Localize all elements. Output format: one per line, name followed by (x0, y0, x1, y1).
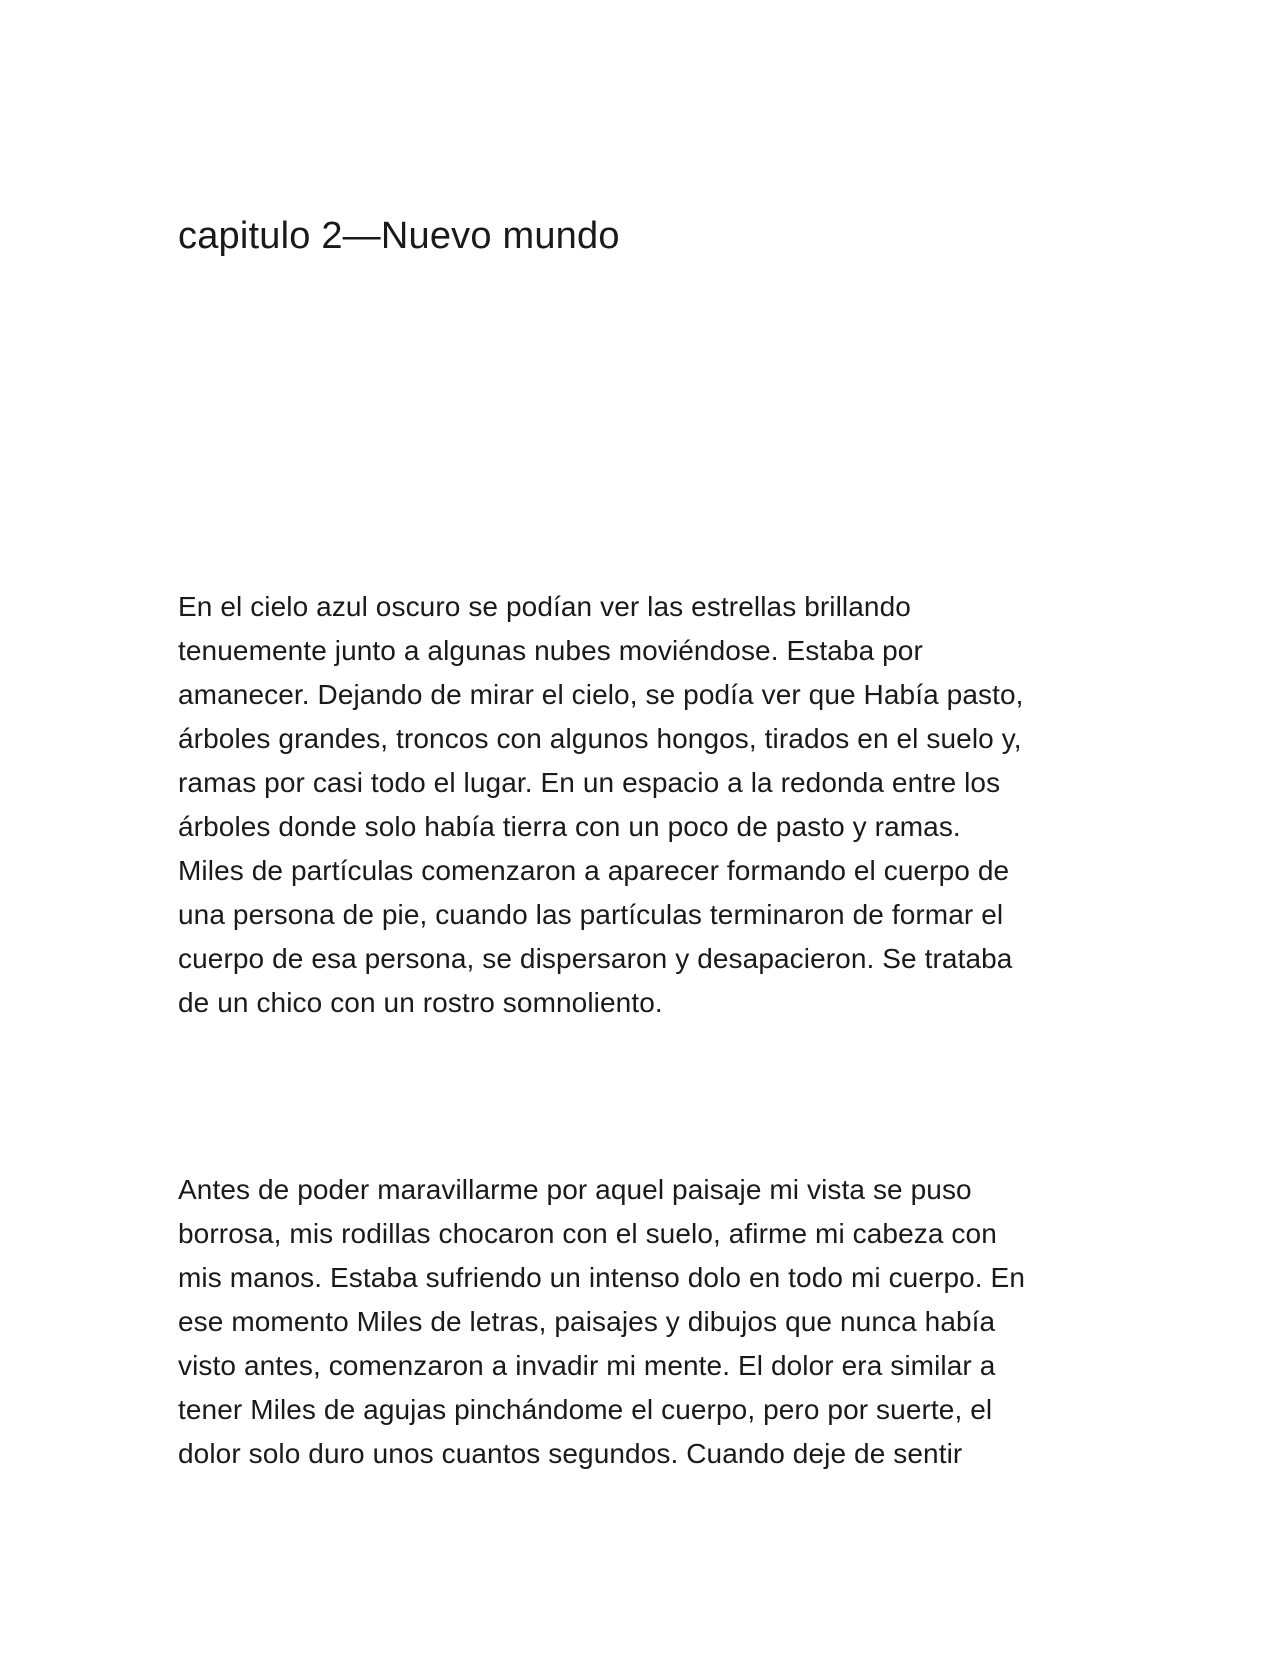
paragraph-line: cuerpo de esa persona, se dispersaron y desapacieron. Se trataba (178, 943, 1013, 974)
paragraph-line: visto antes, comenzaron a invadir mi mente. El dolor era similar a (178, 1350, 996, 1381)
paragraph-line: una persona de pie, cuando las partículas terminaron de formar el (178, 899, 1004, 930)
paragraph-line: ese momento Miles de letras, paisajes y dibujos que nunca había (178, 1306, 996, 1337)
paragraph-line: amanecer. Dejando de mirar el cielo, se podía ver que Había pasto, (178, 679, 1024, 710)
paragraph-line: Antes de poder maravillarme por aquel paisaje mi vista se puso (178, 1174, 972, 1205)
paragraph-line: ramas por casi todo el lugar. En un espacio a la redonda entre los (178, 767, 1001, 798)
paragraph-line: En el cielo azul oscuro se podían ver las estrellas brillando (178, 591, 911, 622)
paragraph-line: de un chico con un rostro somnoliento. (178, 987, 663, 1018)
paragraph-line: árboles grandes, troncos con algunos hongos, tirados en el suelo y, (178, 723, 1022, 754)
paragraph-line: Miles de partículas comenzaron a aparecer formando el cuerpo de (178, 855, 1010, 886)
paragraph-line: tener Miles de agujas pinchándome el cuerpo, pero por suerte, el (178, 1394, 993, 1425)
paragraph-line: borrosa, mis rodillas chocaron con el suelo, afirme mi cabeza con (178, 1218, 997, 1249)
paragraph-line: mis manos. Estaba sufriendo un intenso dolo en todo mi cuerpo. En (178, 1262, 1025, 1293)
chapter-title: capitulo 2—Nuevo mundo (178, 215, 620, 257)
paragraph-1 (178, 585, 1108, 1025)
paragraph-line: árboles donde solo había tierra con un poco de pasto y ramas. (178, 811, 961, 842)
paragraph-2 (178, 1168, 1108, 1476)
paragraph-line: tenuemente junto a algunas nubes moviéndose. Estaba por (178, 635, 923, 666)
paragraph-line: dolor solo duro unos cuantos segundos. Cuando deje de sentir (178, 1438, 963, 1469)
